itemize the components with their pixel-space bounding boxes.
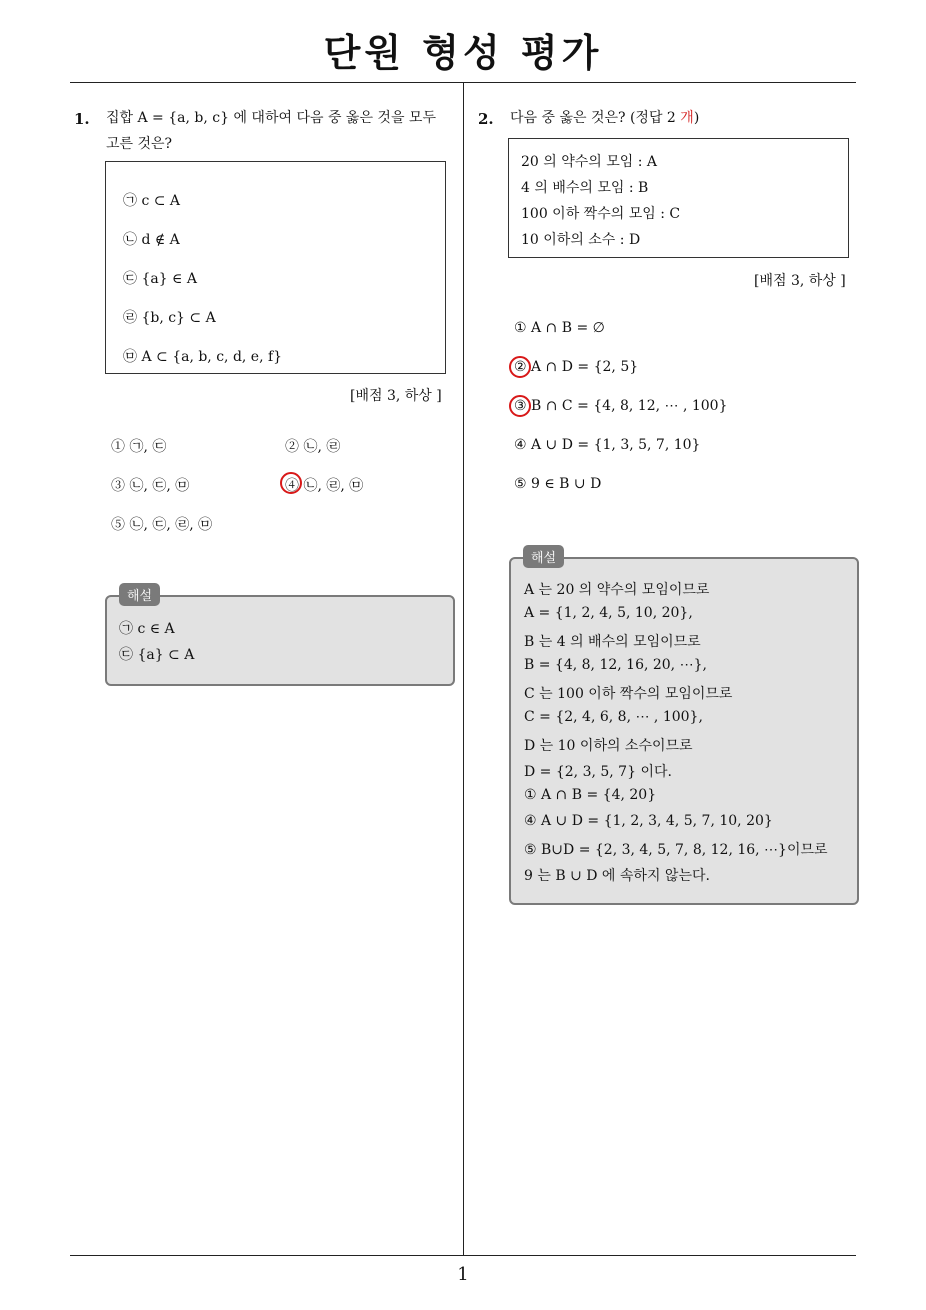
q2-choice-4[interactable]: ④ A ∪ D = {1, 3, 5, 7, 10} (514, 437, 701, 453)
question-1-explanation (105, 595, 455, 686)
q2-explanation-line: D = {2, 3, 5, 7} 이다. (524, 764, 672, 780)
q2-explanation-line: D 는 10 이하의 소수이므로 (524, 738, 693, 754)
q1-explanation-line: ㉢ {a} ⊂ A (119, 647, 195, 663)
question-2-number: 2. (478, 110, 494, 128)
question-2-text-main: 다음 중 옳은 것은? (정답 2 (510, 110, 681, 126)
q1-choice-5[interactable]: ⑤ ㉡, ㉢, ㉣, ㉤ (111, 517, 213, 533)
q2-explanation-line: ① A ∩ B = {4, 20} (524, 787, 657, 803)
question-2-explanation (509, 557, 859, 905)
page-number: 1 (457, 1264, 469, 1285)
q2-explanation-line: B 는 4 의 배수의 모임이므로 (524, 634, 701, 650)
q2-explanation-line: 9 는 B ∪ D 에 속하지 않는다. (524, 868, 710, 884)
question-2-text-end: ) (693, 110, 700, 126)
q2-choice-5[interactable]: ⑤ 9 ∈ B ∪ D (514, 476, 602, 492)
q1-choice-2[interactable]: ② ㉡, ㉣ (285, 439, 341, 455)
page-title: 단원 형성 평가 (323, 31, 603, 75)
question-1-text-line1: 집합 A = {a, b, c} 에 대하여 다음 중 옳은 것을 모두 (106, 110, 436, 126)
footer-divider (70, 1255, 856, 1256)
q2-box-item: 10 이하의 소수 : D (521, 232, 641, 248)
q1-box-item: ㉠ c ⊂ A (123, 193, 181, 209)
q2-explanation-line: ④ A ∪ D = {1, 2, 3, 4, 5, 7, 10, 20} (524, 813, 773, 829)
q1-explanation-tag: 해설 (119, 583, 160, 606)
q1-choice-1[interactable]: ① ㉠, ㉢ (111, 439, 167, 455)
q1-explanation-line: ㉠ c ∈ A (119, 621, 175, 637)
question-2-score: [배점 3, 하상 ] (754, 273, 846, 289)
q2-box-item: 100 이하 짝수의 모임 : C (521, 206, 681, 222)
q2-explanation-line: C 는 100 이하 짝수의 모임이므로 (524, 686, 733, 702)
q2-explanation-line: C = {2, 4, 6, 8, ⋯ , 100}, (524, 709, 703, 725)
question-2-condition-box (508, 138, 849, 258)
q1-box-item: ㉡ d ∉ A (123, 232, 180, 248)
q2-choice-2[interactable]: ② A ∩ D = {2, 5} (514, 359, 639, 375)
question-2-text-red: 개 (680, 110, 694, 126)
question-1-condition-box (105, 161, 446, 374)
q2-box-item: 20 의 약수의 모임 : A (521, 154, 658, 170)
q2-explanation-line: A = {1, 2, 4, 5, 10, 20}, (524, 605, 693, 621)
question-1-text-line2: 고른 것은? (106, 136, 173, 152)
question-1-number: 1. (74, 110, 90, 128)
question-1-score: [배점 3, 하상 ] (350, 388, 442, 404)
q2-choice-3[interactable]: ③ B ∩ C = {4, 8, 12, ⋯ , 100} (514, 398, 728, 414)
q1-box-item: ㉣ {b, c} ⊂ A (123, 310, 216, 326)
question-1-text (106, 105, 436, 157)
q2-box-item: 4 의 배수의 모임 : B (521, 180, 649, 196)
q2-explanation-line: A 는 20 의 약수의 모임이므로 (524, 582, 710, 598)
q2-explanation-tag: 해설 (523, 545, 564, 568)
q1-box-item: ㉤ A ⊂ {a, b, c, d, e, f} (123, 349, 283, 365)
q2-explanation-line: B = {4, 8, 12, 16, 20, ⋯}, (524, 657, 707, 673)
column-divider (463, 83, 464, 1256)
q2-choice-1[interactable]: ① A ∩ B = ∅ (514, 320, 605, 336)
q1-box-item: ㉢ {a} ∈ A (123, 271, 197, 287)
q1-choice-4[interactable]: ④ ㉡, ㉣, ㉤ (285, 478, 364, 494)
answer-circle-mark (509, 395, 531, 417)
question-2-text (510, 105, 699, 131)
answer-circle-mark (280, 472, 302, 494)
answer-circle-mark (509, 356, 531, 378)
q1-choice-3[interactable]: ③ ㉡, ㉢, ㉤ (111, 478, 190, 494)
q2-explanation-line: ⑤ B∪D = {2, 3, 4, 5, 7, 8, 12, 16, ⋯}이므로 (524, 842, 828, 858)
